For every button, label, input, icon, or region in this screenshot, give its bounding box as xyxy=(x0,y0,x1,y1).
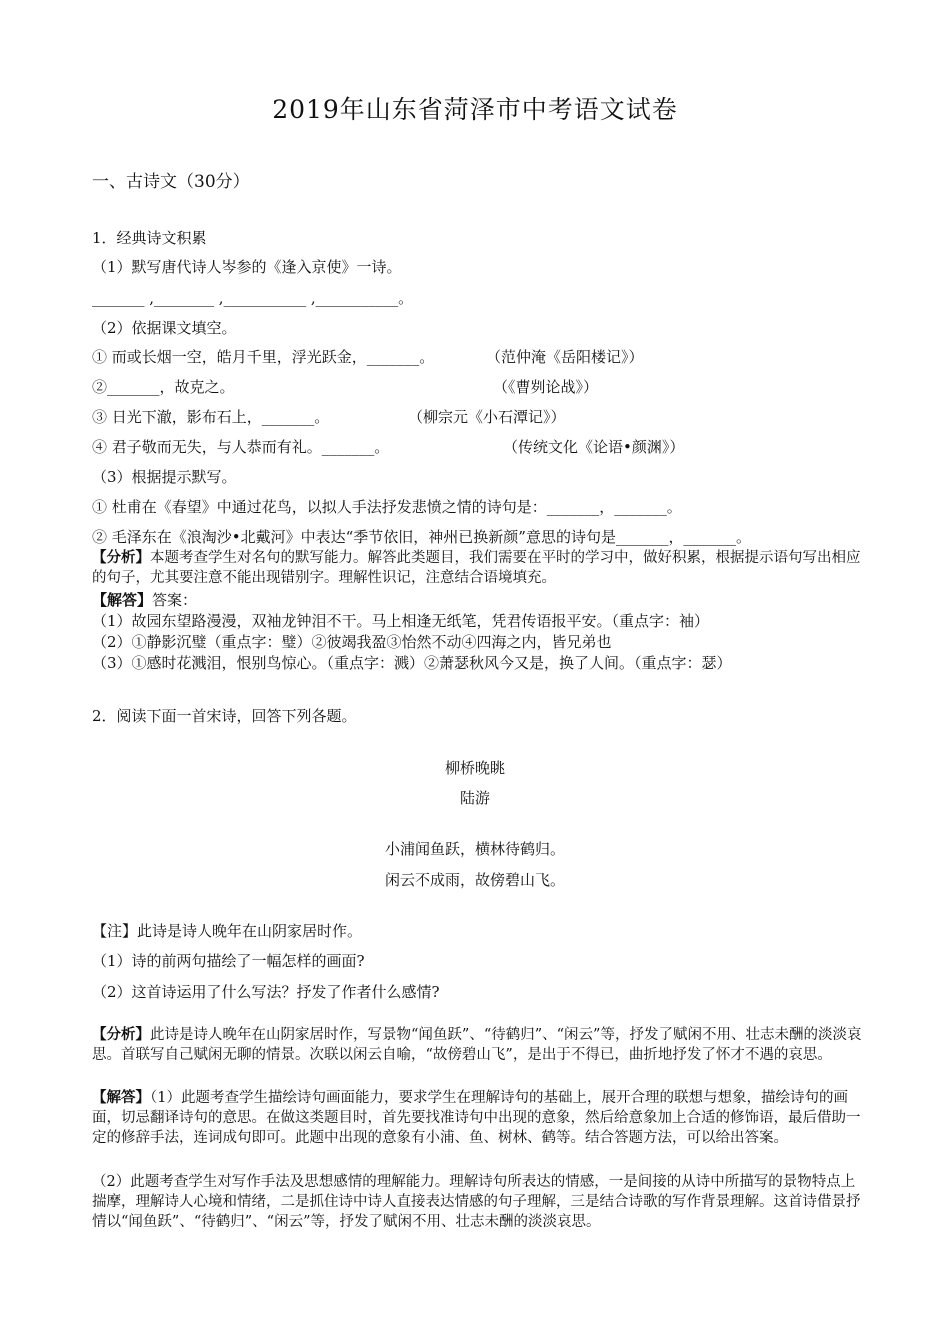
fill-item: ④ 君子敬而无失，与人恭而有礼。_______。 xyxy=(92,438,390,456)
analysis-text: 本题考查学生对名句的默写能力。解答此类题目，我们需要在平时的学习中，做好积累，根据提示语句写出相应的句子，尤其要注意不能出现错别字。理解性识记，注意结合语境填充。 xyxy=(92,550,861,586)
fill-item-source: （柳宗元《小石潭记》） xyxy=(408,408,566,426)
poem-line: 闲云不成雨，故傍碧山飞。 xyxy=(384,871,565,889)
poem-line: 小浦闻鱼跃，横林待鹤归。 xyxy=(384,840,565,858)
q2-answer-2: （2）此题考查学生对写作手法及思想感情的理解能力。理解诗句所表达的情感，一是间接的从诗中所描写的景物特点上揣摩，理解诗人心境和情绪，二是抓住诗中诗人直接表达情感的句子理解，三是结合诗歌的写作背景理解。这首诗借景抒情以“闻鱼跃”、“待鹤归”、“闲云”等，抒发了赋闲不用、壮志未酬的淡淡哀思。 xyxy=(92,1174,861,1230)
answer-text: （1）此题考查学生描绘诗句画面能力，要求学生在理解诗句的基础上，展开合理的联想与想象，描绘诗句的画面，切忌翻译诗句的意思。在做这类题目时，首先要找准诗句中出现的意象，然后给意象加上合适的修饰语，最后借助一定的修辞手法，连词成句即可。此题中出现的意象有小浦、鱼、树林、鹤等。结合答题方法，可以给出答案。 xyxy=(92,1090,861,1146)
analysis-text: 此诗是诗人晚年在山阴家居时作，写景物“闻鱼跃”、“待鹤归”、“闲云”等，抒发了赋闲不用、壮志未酬的淡淡哀思。首联写自己赋闲无聊的情景。次联以闲云自喻，“故傍碧山飞”，是出于不得已，曲折地抒发了怀才不遇的哀思。 xyxy=(92,1027,862,1063)
fill-item-source: （范仲淹《岳阳楼记》） xyxy=(486,348,644,366)
fill-item: ②_______，故克之。 xyxy=(92,378,235,396)
q2-analysis xyxy=(92,1025,862,1065)
q1-part2-prompt: （2）依据课文填空。 xyxy=(92,319,237,337)
poem-note: 【注】此诗是诗人晚年在山阴家居时作。 xyxy=(92,922,363,940)
fill-item: ③ 日光下澈，影布石上，_______。 xyxy=(92,408,330,426)
question-1-heading: 1．经典诗文积累 xyxy=(92,229,207,247)
q1-part3-prompt: （3）根据提示默写。 xyxy=(92,468,237,486)
fill-item-source: （传统文化《论语•颜渊》） xyxy=(503,438,685,456)
section-heading: 一、古诗文（30分） xyxy=(92,172,250,192)
recite-item: ① 杜甫在《春望》中通过花鸟，以拟人手法抒发悲愤之情的诗句是：_______，_______。 xyxy=(92,498,682,516)
q1-part1-blanks: _______ ,________ ,___________ ,___________。 xyxy=(92,289,414,307)
fill-item-source: （《曹刿论战》） xyxy=(493,378,599,396)
answer-line: （3）①感时花溅泪，恨别鸟惊心。（重点字：溅）②萧瑟秋风今又是，换了人间。（重点字：瑟） xyxy=(92,654,732,672)
analysis-tag: 【分析】 xyxy=(92,549,150,566)
answer-tag: 【解答】 xyxy=(92,1089,150,1106)
fill-item: ① 而或长烟一空，皓月千里，浮光跃金，_______。 xyxy=(92,348,435,366)
answer-line: （1）故园东望路漫漫，双袖龙钟泪不干。马上相逢无纸笔，凭君传语报平安。（重点字：袖） xyxy=(92,612,710,630)
answer-line: （2）①静影沉璧（重点字：璧）②彼竭我盈③怡然不动④四海之内，皆兄弟也 xyxy=(92,633,612,651)
poem-title: 柳桥晚眺 xyxy=(444,759,505,777)
question-2-heading: 2．阅读下面一首宋诗，回答下列各题。 xyxy=(92,707,357,725)
q1-answer-header xyxy=(92,590,197,610)
q2-question: （1）诗的前两句描绘了一幅怎样的画面? xyxy=(92,952,365,970)
analysis-tag: 【分析】 xyxy=(92,1026,150,1043)
q1-part1-prompt: （1）默写唐代诗人岑参的《逢入京使》一诗。 xyxy=(92,258,402,276)
answer-tag: 【解答】 xyxy=(92,591,153,609)
q1-analysis xyxy=(92,548,862,588)
page-title: 2019年山东省菏泽市中考语文试卷 xyxy=(272,95,678,124)
poem-author: 陆游 xyxy=(459,789,490,807)
q2-question: （2）这首诗运用了什么写法？抒发了作者什么感情? xyxy=(92,983,440,1001)
recite-item: ② 毛泽东在《浪淘沙•北戴河》中表达“季节依旧，神州已换新颜”意思的诗句是_______，_______。 xyxy=(92,528,751,546)
q2-answer-1 xyxy=(92,1088,862,1148)
answer-label: 答案： xyxy=(152,591,198,609)
